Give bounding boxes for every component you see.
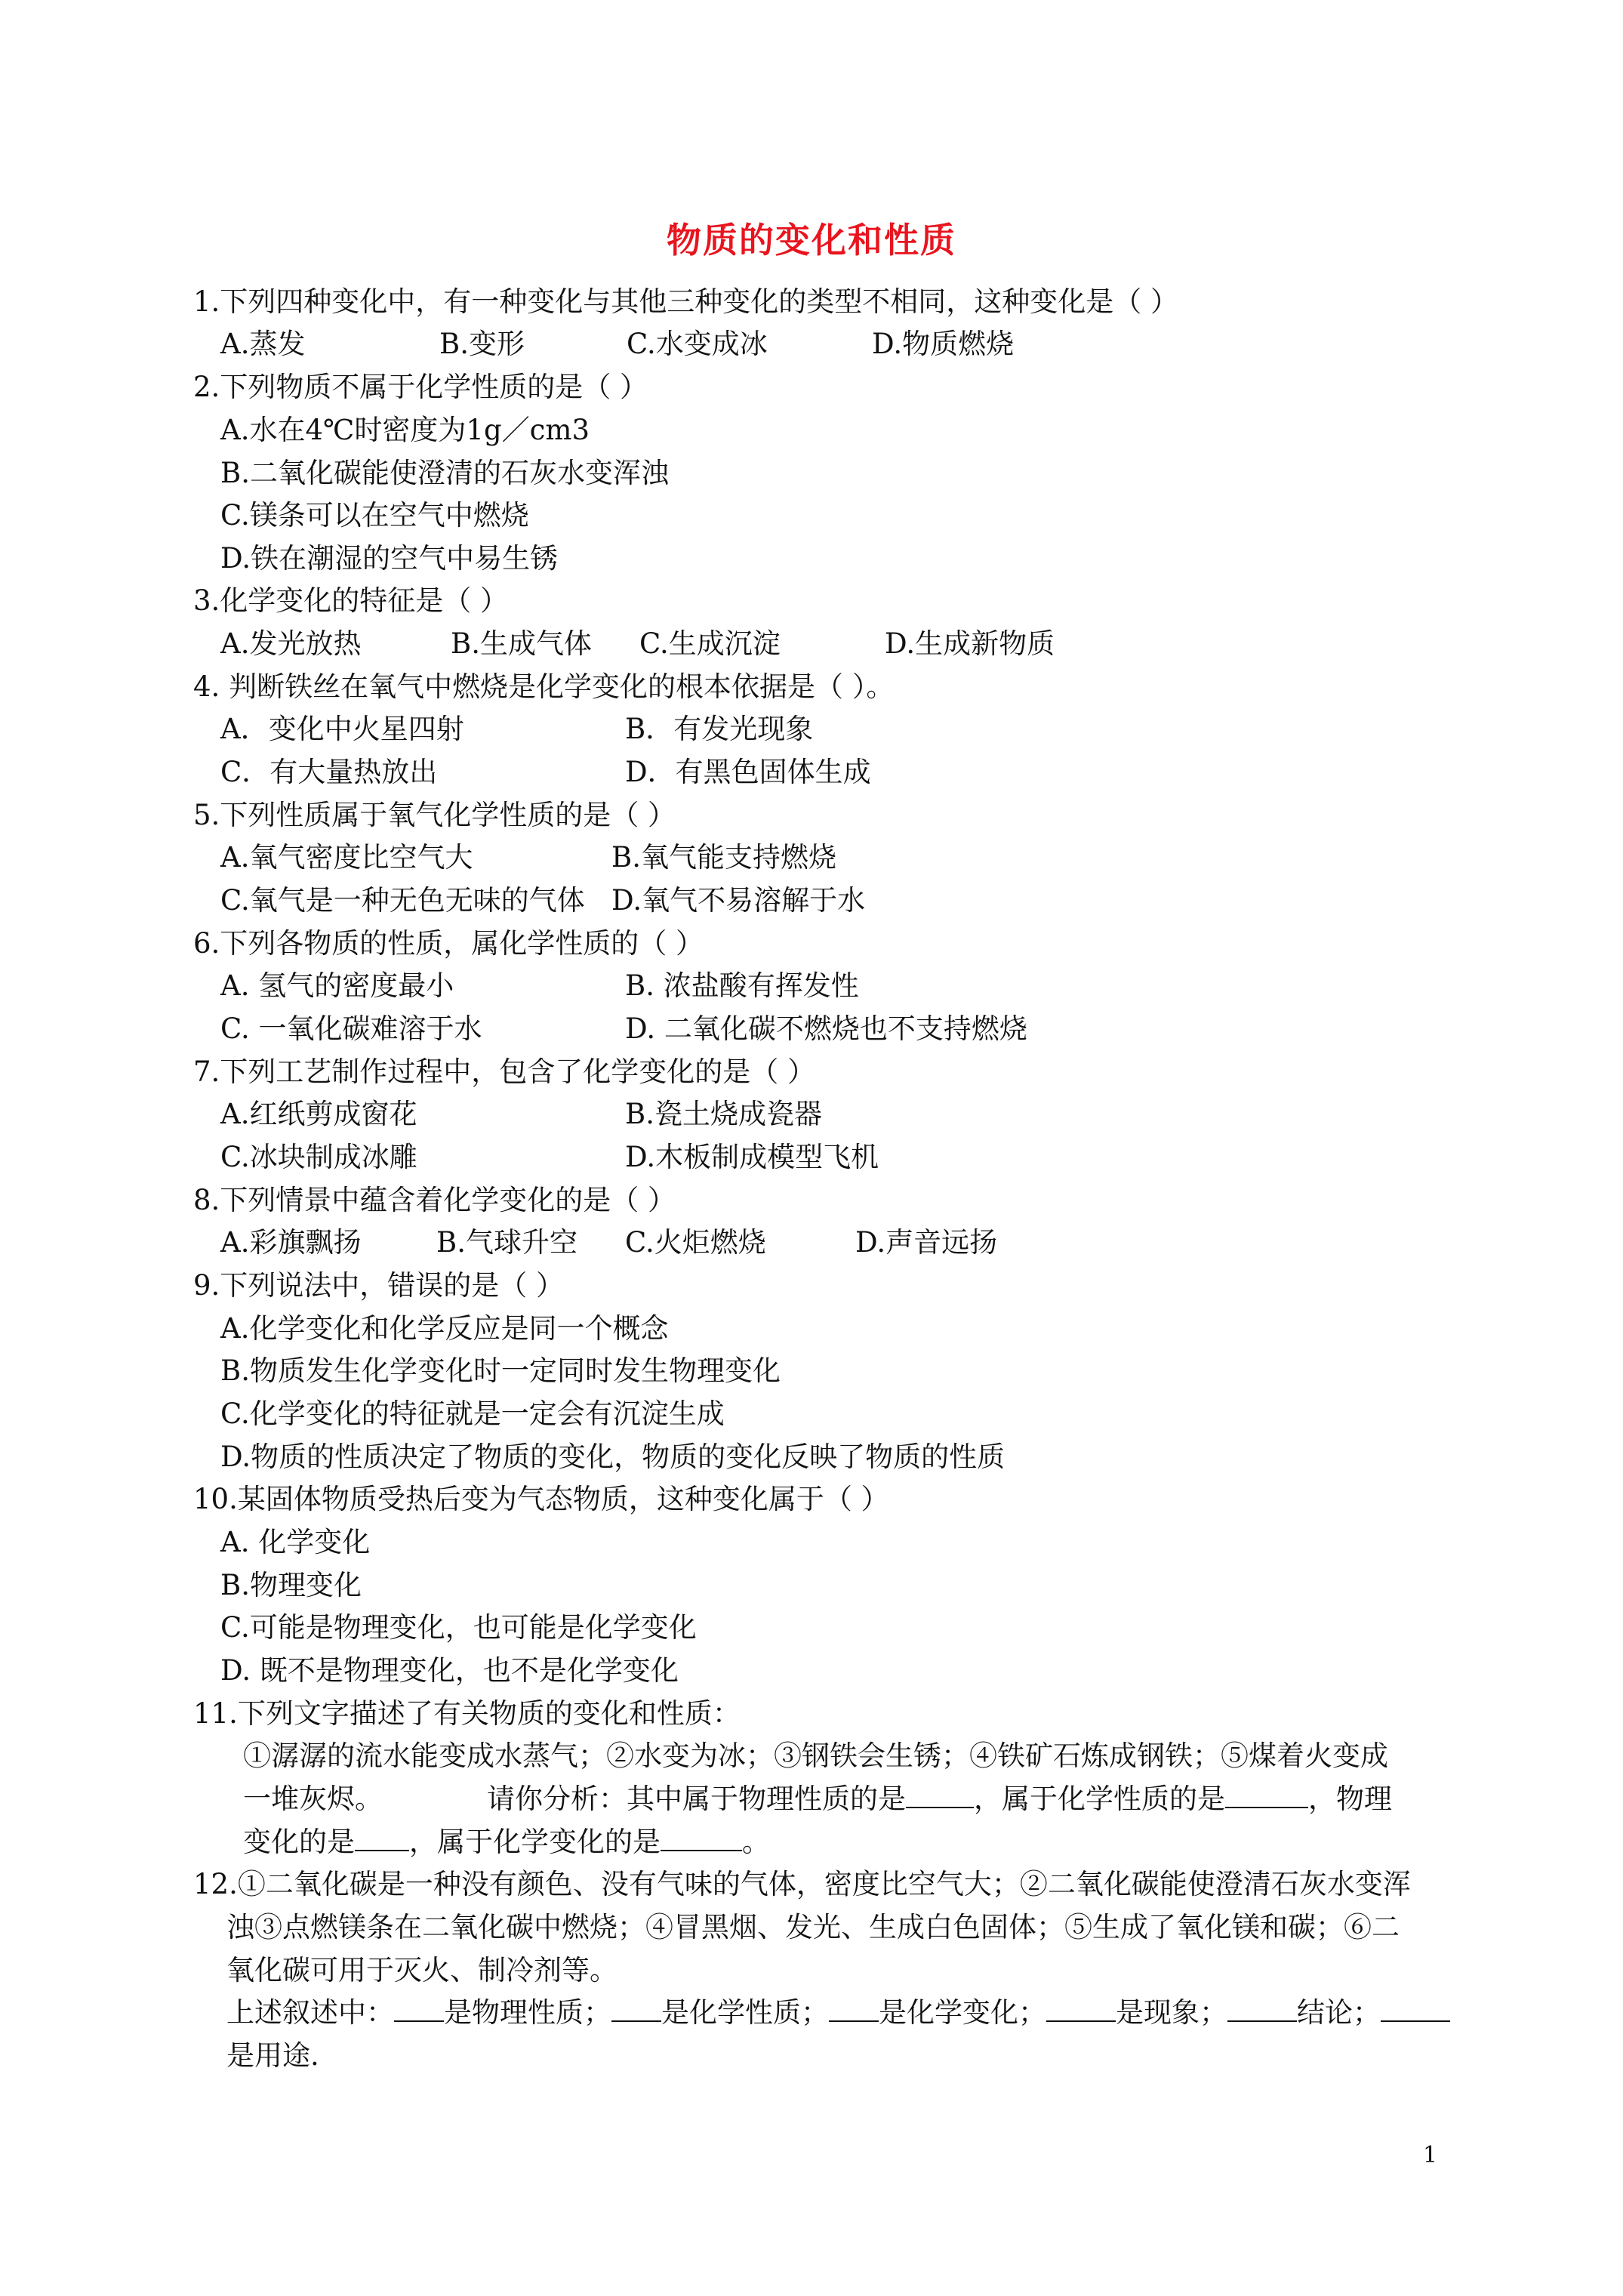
q9-option-c: C.化学变化的特征就是一定会有沉淀生成 <box>220 1398 725 1430</box>
question-2-stem: 2.下列物质不属于化学性质的是（ ） <box>193 371 648 403</box>
q6-option-c: C. 一氧化碳难溶于水 <box>220 1012 482 1045</box>
q3-option-d: D.生成新物质 <box>885 627 1055 660</box>
q3-option-c: C.生成沉淀 <box>639 627 781 660</box>
q4-option-d: D．有黑色固体生成 <box>625 756 871 788</box>
answer-blank[interactable] <box>1227 1998 1297 2022</box>
question-11-stem: 11.下列文字描述了有关物质的变化和性质： <box>193 1697 741 1730</box>
question-12-line-1: 12.①二氧化碳是一种没有颜色、没有气味的气体，密度比空气大；②二氧化碳能使澄清石灰水变浑 <box>193 1868 1411 1900</box>
q10-option-a: A. 化学变化 <box>220 1526 371 1558</box>
q11-text: 变化的是 <box>243 1826 355 1858</box>
q5-option-d: D.氧气不易溶解于水 <box>611 884 866 917</box>
answer-blank[interactable] <box>1225 1784 1308 1808</box>
q1-option-b: B.变形 <box>439 328 525 360</box>
q6-option-a: A. 氢气的密度最小 <box>220 969 454 1002</box>
q10-option-c: C.可能是物理变化，也可能是化学变化 <box>220 1611 697 1644</box>
answer-blank[interactable] <box>661 1827 742 1851</box>
q3-option-b: B.生成气体 <box>451 627 592 660</box>
q7-option-d: D.木板制成模型飞机 <box>625 1141 879 1173</box>
page-title: 物质的变化和性质 <box>667 220 956 260</box>
q10-option-d: D. 既不是物理变化，也不是化学变化 <box>220 1654 679 1687</box>
question-9-stem: 9.下列说法中，错误的是（ ） <box>193 1269 565 1302</box>
q11-line-2 <box>243 1783 1392 1816</box>
q4-option-b: B．有发光现象 <box>625 713 814 745</box>
q10-option-b: B.物理变化 <box>220 1569 362 1601</box>
question-5-stem: 5.下列性质属于氧气化学性质的是（ ） <box>193 799 676 831</box>
q4-option-a: A．变化中火星四射 <box>220 713 464 745</box>
q12-text: 是现象； <box>1116 1996 1227 2029</box>
q11-text: ，属于化学变化的是 <box>409 1826 661 1858</box>
answer-blank[interactable] <box>394 1998 444 2022</box>
question-3-stem: 3.化学变化的特征是（ ） <box>193 584 509 617</box>
question-8-stem: 8.下列情景中蕴含着化学变化的是（ ） <box>193 1184 676 1216</box>
q7-option-a: A.红纸剪成窗花 <box>220 1098 417 1130</box>
question-4-stem: 4. 判断铁丝在氧气中燃烧是化学变化的根本依据是（ ）。 <box>193 670 895 703</box>
answer-blank[interactable] <box>1046 1998 1116 2022</box>
answer-blank[interactable] <box>355 1827 409 1851</box>
q11-text: 一堆灰烬。 <box>243 1783 383 1815</box>
q4-option-c: C．有大量热放出 <box>220 756 438 788</box>
q12-text: 结论； <box>1297 1996 1381 2029</box>
q8-option-c: C.火炬燃烧 <box>625 1226 766 1259</box>
question-6-stem: 6.下列各物质的性质，属化学性质的（ ） <box>193 927 704 960</box>
answer-blank[interactable] <box>829 1998 879 2022</box>
question-7-stem: 7.下列工艺制作过程中，包含了化学变化的是（ ） <box>193 1056 816 1088</box>
q6-option-b: B. 浓盐酸有挥发性 <box>625 969 859 1002</box>
q11-line-1: ①潺潺的流水能变成水蒸气；②水变为冰；③钢铁会生锈；④铁矿石炼成钢铁；⑤煤着火变成 <box>243 1740 1388 1772</box>
q12-line-3: 氧化碳可用于灭火、制冷剂等。 <box>226 1954 617 1986</box>
question-10-stem: 10.某固体物质受热后变为气态物质，这种变化属于（ ） <box>193 1483 889 1515</box>
q6-option-d: D. 二氧化碳不燃烧也不支持燃烧 <box>625 1012 1027 1045</box>
q8-option-a: A.彩旗飘扬 <box>220 1226 362 1259</box>
answer-blank[interactable] <box>1381 1998 1450 2022</box>
q12-text: 是物理性质； <box>444 1996 611 2029</box>
q11-text: ，属于化学性质的是 <box>974 1783 1225 1815</box>
q9-option-b: B.物质发生化学变化时一定同时发生物理变化 <box>220 1354 781 1387</box>
q11-text: 请你分析：其中属于物理性质的是 <box>487 1783 906 1815</box>
question-1-stem: 1.下列四种变化中，有一种变化与其他三种变化的类型不相同，这种变化是（ ） <box>193 285 1179 318</box>
q12-line-5: 是用途. <box>226 2039 319 2072</box>
q1-option-c: C.水变成冰 <box>627 328 768 360</box>
q3-option-a: A.发光放热 <box>220 627 362 660</box>
q12-line-2: 浊③点燃镁条在二氧化碳中燃烧；④冒黑烟、发光、生成白色固体；⑤生成了氧化镁和碳；⑥二 <box>226 1911 1400 1943</box>
q8-option-d: D.声音远扬 <box>855 1226 998 1259</box>
q9-option-d: D.物质的性质决定了物质的变化，物质的变化反映了物质的性质 <box>220 1441 1006 1473</box>
q12-text: 上述叙述中： <box>226 1996 394 2029</box>
q2-option-a: A.水在4℃时密度为1g／cm3 <box>220 414 590 446</box>
q5-option-c: C.氧气是一种无色无味的气体 <box>220 884 585 917</box>
q2-option-b: B.二氧化碳能使澄清的石灰水变浑浊 <box>220 457 669 489</box>
answer-blank[interactable] <box>906 1784 974 1808</box>
q11-text: ，物理 <box>1308 1783 1392 1815</box>
page-number: 1 <box>1423 2142 1438 2168</box>
q8-option-b: B.气球升空 <box>436 1226 577 1259</box>
q12-line-4 <box>226 1996 1450 2029</box>
q11-text: 。 <box>742 1826 770 1858</box>
q9-option-a: A.化学变化和化学反应是同一个概念 <box>220 1312 669 1345</box>
q7-option-c: C.冰块制成冰雕 <box>220 1141 417 1173</box>
q2-option-d: D.铁在潮湿的空气中易生锈 <box>220 542 559 575</box>
q1-option-d: D.物质燃烧 <box>872 328 1015 360</box>
q12-text: 是化学性质； <box>661 1996 829 2029</box>
q1-option-a: A.蒸发 <box>220 328 306 360</box>
q2-option-c: C.镁条可以在空气中燃烧 <box>220 499 529 532</box>
q7-option-b: B.瓷土烧成瓷器 <box>625 1098 822 1130</box>
q5-option-a: A.氧气密度比空气大 <box>220 841 473 874</box>
q12-text: 是化学变化； <box>879 1996 1046 2029</box>
answer-blank[interactable] <box>611 1998 661 2022</box>
q5-option-b: B.氧气能支持燃烧 <box>611 841 836 874</box>
q11-line-3 <box>243 1826 770 1859</box>
